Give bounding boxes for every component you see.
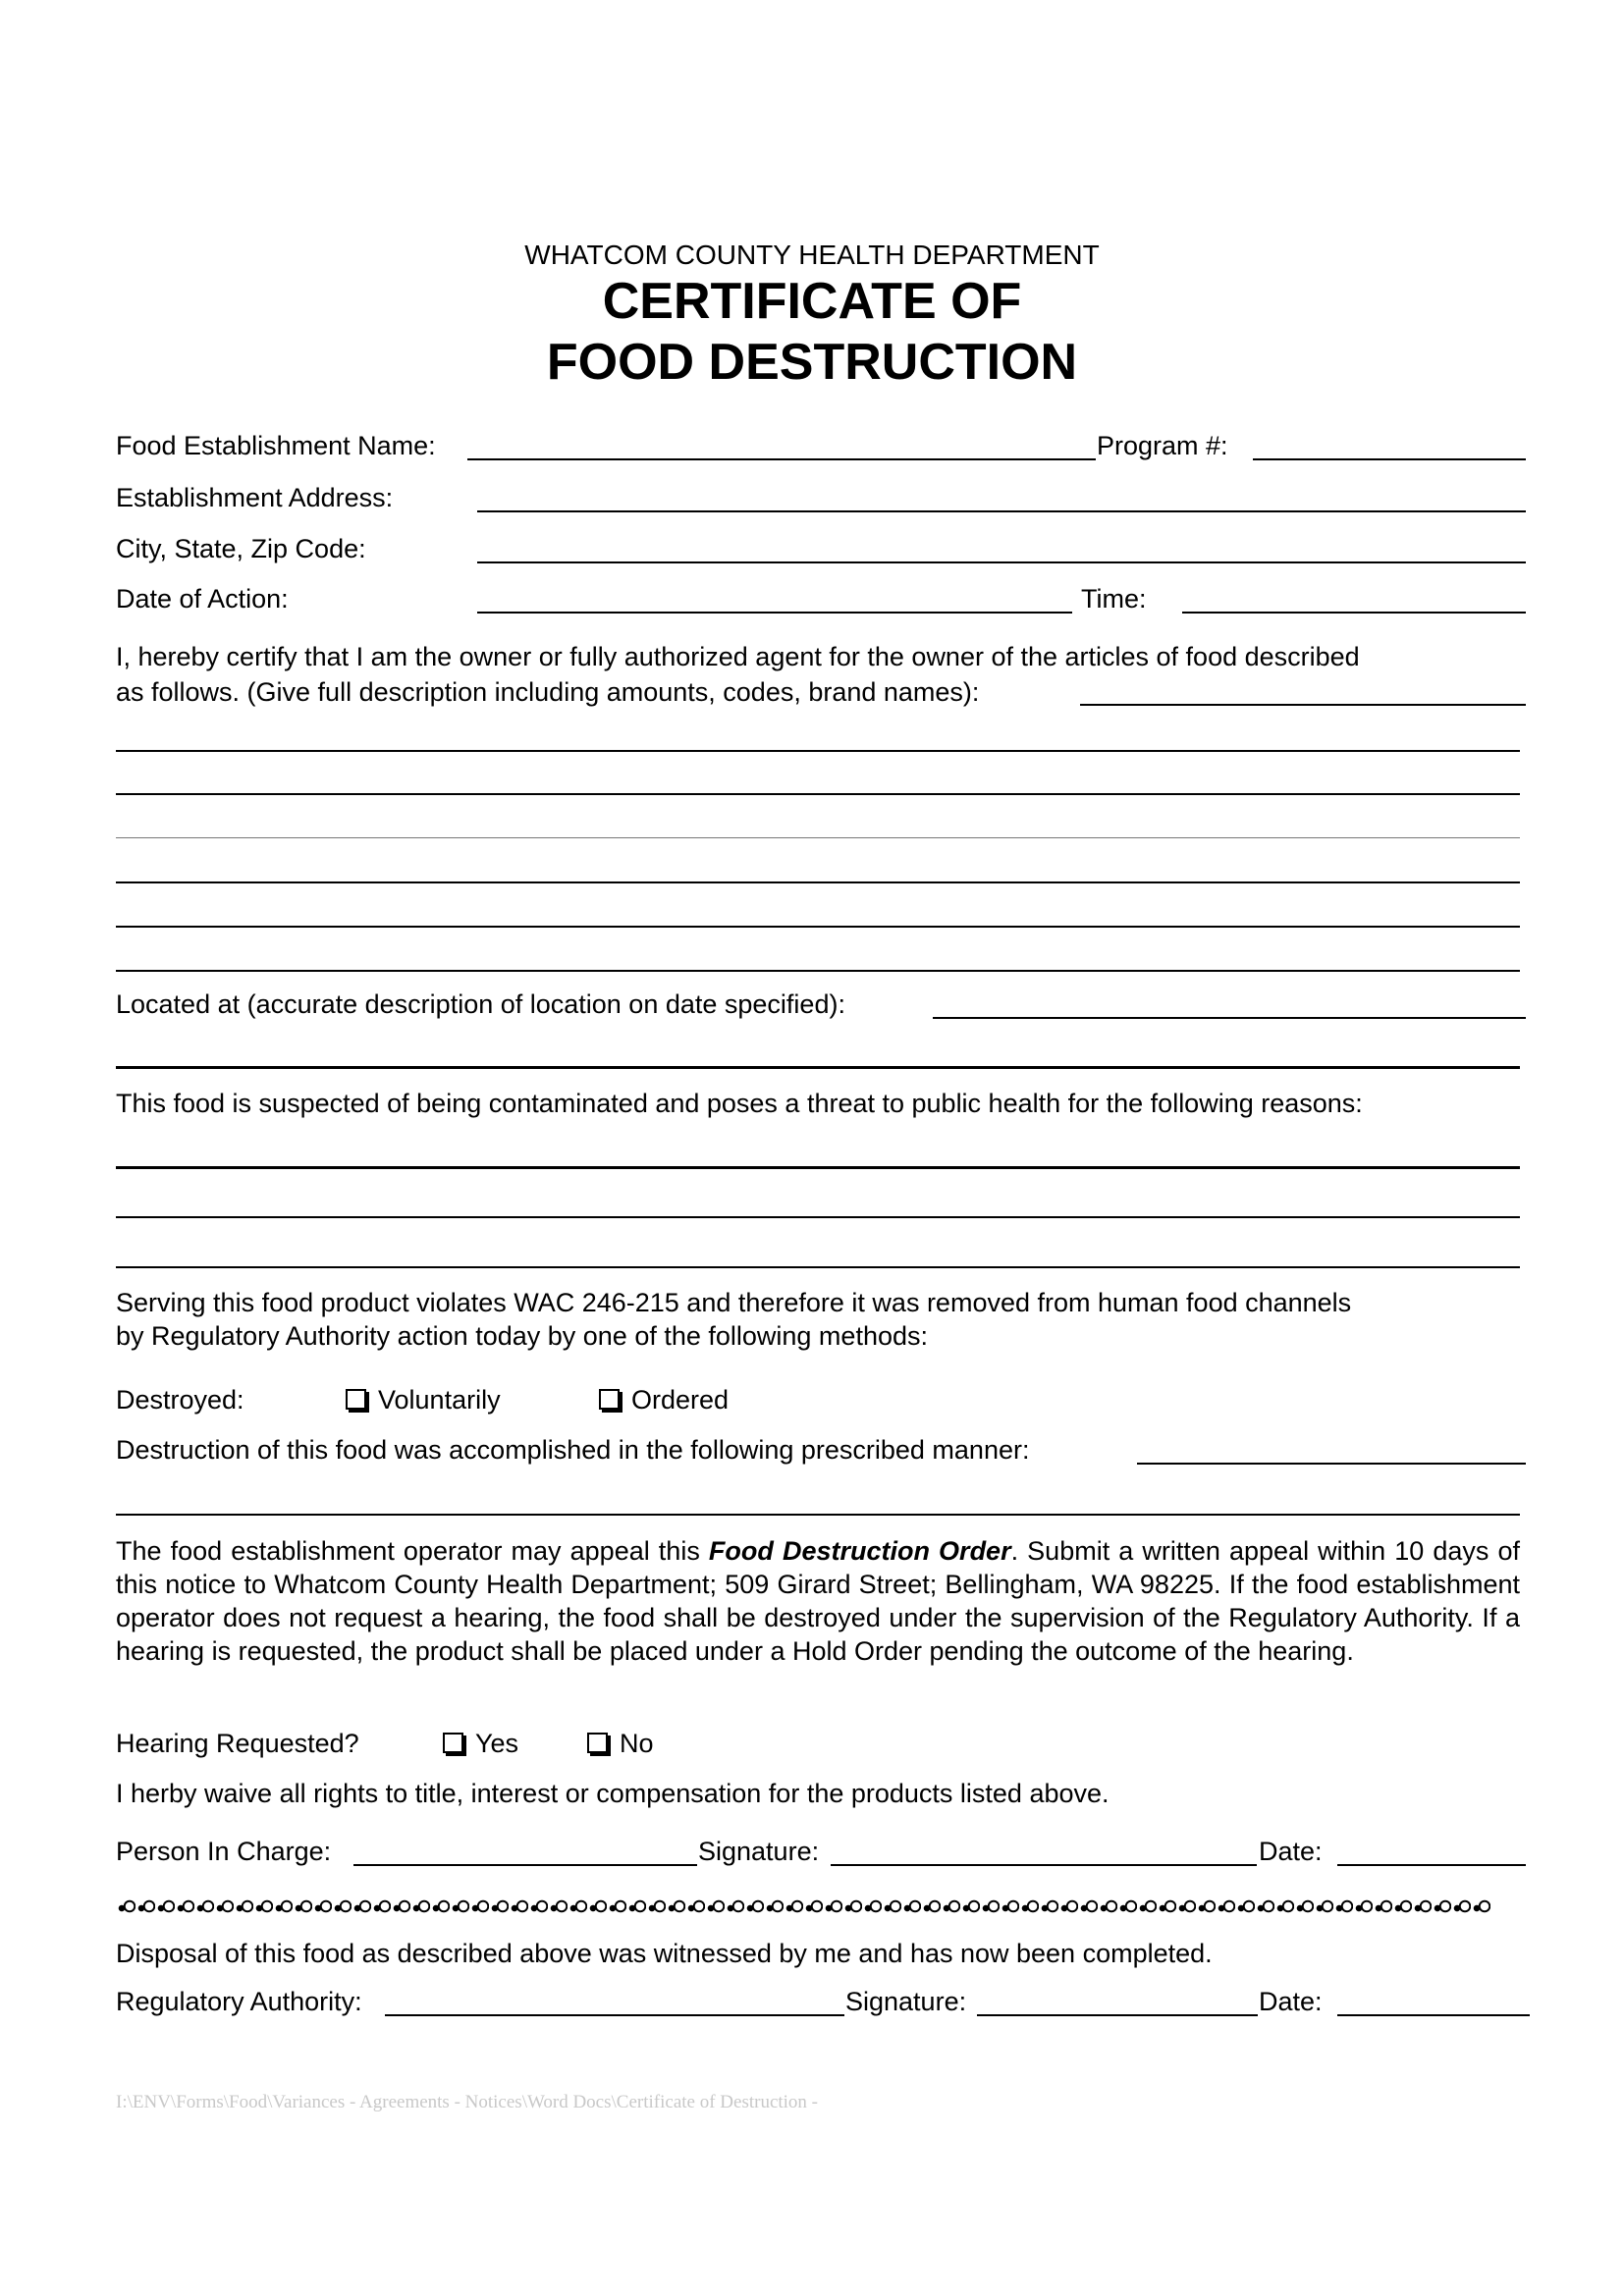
- disposal-text: Disposal of this food as described above was witnessed by me and has now been completed.: [116, 1939, 1213, 1968]
- destroyed-label: Destroyed:: [116, 1385, 244, 1415]
- address-label: Establishment Address:: [116, 483, 394, 512]
- pic-date-field[interactable]: [1337, 1864, 1526, 1866]
- destruction-manner-line[interactable]: [116, 1514, 1520, 1516]
- person-in-charge-label: Person In Charge:: [116, 1837, 332, 1866]
- checkbox-icon: [587, 1733, 608, 1753]
- location-field[interactable]: [933, 1017, 1526, 1019]
- description-line[interactable]: [116, 970, 1520, 972]
- department-name: WHATCOM COUNTY HEALTH DEPARTMENT: [524, 240, 1100, 270]
- date-of-action-field[interactable]: [477, 612, 1072, 614]
- pic-signature-field[interactable]: [831, 1864, 1257, 1866]
- program-field[interactable]: [1253, 458, 1526, 460]
- ordered-checkbox[interactable]: [599, 1387, 729, 1414]
- ra-signature-label: Signature:: [845, 1987, 967, 2016]
- waive-text: I herby waive all rights to title, interest or compensation for the products listed above.: [116, 1779, 1110, 1808]
- checkbox-icon: [346, 1389, 366, 1410]
- hearing-no-checkbox[interactable]: [587, 1731, 654, 1757]
- address-field[interactable]: [477, 510, 1526, 512]
- reasons-line[interactable]: [116, 1166, 1520, 1169]
- person-in-charge-field[interactable]: [353, 1864, 697, 1866]
- time-label: Time:: [1081, 584, 1147, 614]
- program-label: Program #:: [1097, 431, 1228, 460]
- serving-line-2: by Regulatory Authority action today by one of the following methods:: [116, 1321, 928, 1351]
- located-at-label: Located at (accurate description of location on date specified):: [116, 989, 845, 1019]
- food-description-field[interactable]: [1080, 704, 1526, 706]
- serving-line-1: Serving this food product violates WAC 246-215 and therefore it was removed from human food channels: [116, 1288, 1352, 1317]
- certify-line-2: as follows. (Give full description including amounts, codes, brand names):: [116, 677, 980, 707]
- description-line[interactable]: [116, 793, 1520, 795]
- footer-file-path: I:\ENV\Forms\Food\Variances - Agreements - Notices\Word Docs\Certificate of Destruction -: [116, 2092, 819, 2112]
- certify-line-1: I, hereby certify that I am the owner or fully authorized agent for the owner of the articles of food described: [116, 642, 1360, 671]
- hearing-no-label: No: [620, 1729, 654, 1758]
- voluntarily-checkbox[interactable]: [346, 1387, 501, 1414]
- destruction-manner-field[interactable]: [1137, 1463, 1526, 1465]
- hearing-yes-checkbox[interactable]: [443, 1731, 518, 1757]
- appeal-emphasis: Food Destruction Order: [708, 1536, 1011, 1566]
- appeal-intro: The food establishment operator may appeal this: [116, 1536, 709, 1566]
- city-field[interactable]: [477, 561, 1526, 563]
- destruction-manner-label: Destruction of this food was accomplished in the following prescribed manner:: [116, 1435, 1030, 1465]
- title-line-2: FOOD DESTRUCTION: [546, 334, 1078, 391]
- voluntarily-label: Voluntarily: [378, 1385, 501, 1415]
- time-field[interactable]: [1182, 612, 1526, 614]
- establishment-name-label: Food Establishment Name:: [116, 431, 436, 460]
- appeal-rest: . Submit a written appeal within 10 days of this notice to Whatcom County Health Department; 509 Girard Street; Bellingham, WA 98225. If the food establishment operator does not request a hearing, the food shall be destroyed under the supervision of the Regulatory Authority. If a hearing is requested, the product shall be placed under a Hold Order pending the outcome of the hearing.: [116, 1536, 1521, 1666]
- ordered-label: Ordered: [631, 1385, 730, 1415]
- regulatory-authority-label: Regulatory Authority:: [116, 1987, 362, 2016]
- description-line[interactable]: [116, 750, 1520, 752]
- hearing-label: Hearing Requested?: [116, 1729, 359, 1758]
- city-label: City, State, Zip Code:: [116, 534, 366, 563]
- ra-signature-field[interactable]: [977, 2014, 1258, 2016]
- reasons-line[interactable]: [116, 1216, 1520, 1218]
- location-line[interactable]: [116, 1066, 1520, 1069]
- appeal-paragraph: [116, 1534, 1520, 1668]
- ornamental-divider: [116, 1898, 1490, 1918]
- title-line-1: CERTIFICATE OF: [602, 273, 1022, 330]
- ra-date-label: Date:: [1259, 1987, 1323, 2016]
- hearing-yes-label: Yes: [475, 1729, 519, 1758]
- description-line[interactable]: [116, 837, 1520, 838]
- description-line[interactable]: [116, 881, 1520, 883]
- establishment-name-field[interactable]: [467, 458, 1096, 460]
- suspected-text: This food is suspected of being contaminated and poses a threat to public health for the following reasons:: [116, 1089, 1363, 1118]
- ra-date-field[interactable]: [1337, 2014, 1530, 2016]
- pic-signature-label: Signature:: [698, 1837, 820, 1866]
- date-of-action-label: Date of Action:: [116, 584, 289, 614]
- regulatory-authority-field[interactable]: [385, 2014, 844, 2016]
- reasons-line[interactable]: [116, 1266, 1520, 1268]
- pic-date-label: Date:: [1259, 1837, 1323, 1866]
- checkbox-icon: [443, 1733, 463, 1753]
- checkbox-icon: [599, 1389, 620, 1410]
- description-line[interactable]: [116, 926, 1520, 928]
